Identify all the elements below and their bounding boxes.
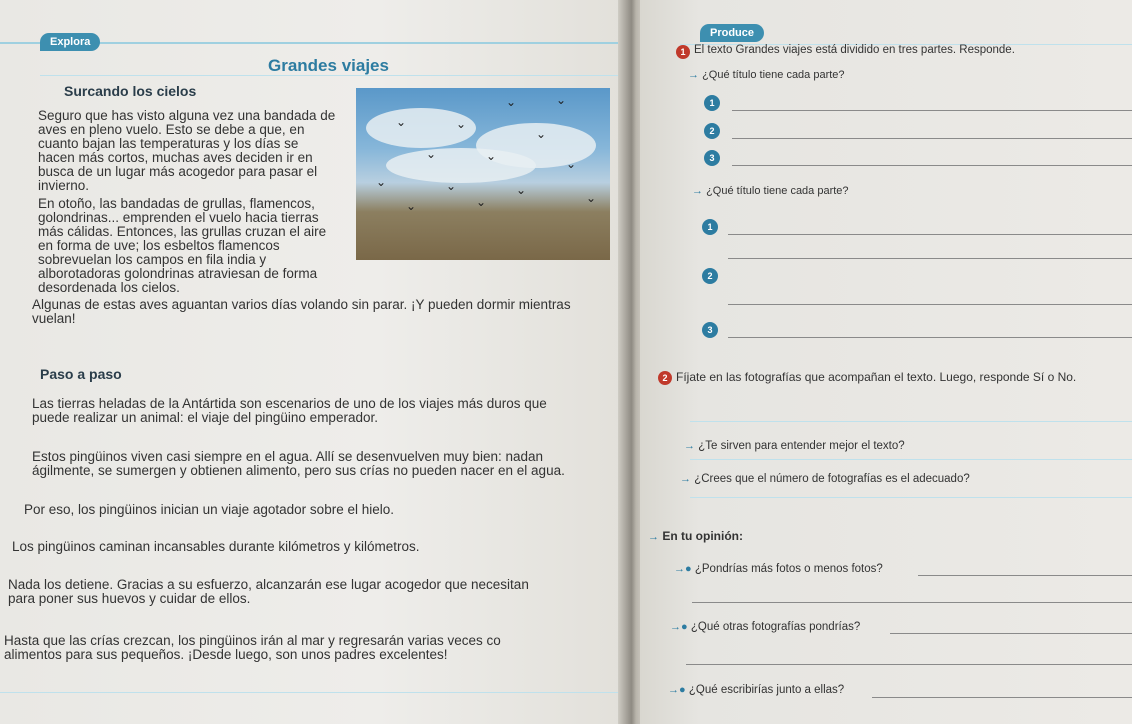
bullet-arrow-icon: →● (674, 563, 692, 575)
answer-line-2b[interactable] (728, 304, 1132, 305)
opinion-a-line-2[interactable] (692, 602, 1132, 603)
answer-line-1b-2[interactable] (728, 258, 1132, 259)
bullet-arrow-icon: →● (668, 684, 686, 696)
answer-line-1a[interactable] (732, 110, 1132, 111)
paragraph-5: Estos pingüinos viven casi siempre en el agua. Allí se desenvuelven muy bien: nadan ágilmente, se sumergen y obtienen alimento, pero sus crías no pueden nacer en el agua. (32, 449, 565, 478)
opinion-c-line[interactable] (872, 697, 1132, 698)
question-2-a-rule (690, 459, 1132, 460)
arrow-icon: → (684, 440, 695, 452)
paragraph-8: Nada los detiene. Gracias a su esfuerzo, alcanzarán ese lugar acogedor que necesitan para poner sus huevos y cuidar de ellos. (8, 577, 529, 606)
arrow-icon: → (688, 69, 699, 81)
answer-line-3b[interactable] (728, 337, 1132, 338)
title-rule (40, 75, 620, 76)
section-tab-explora: Explora (40, 33, 100, 51)
question-2-a: → ¿Te sirven para entender mejor el texto? (684, 440, 905, 452)
paragraph-4: Las tierras heladas de la Antártida son escenarios de uno de los viajes más duros que puede realizar un animal: el viaje del pingüino emperador. (32, 396, 547, 425)
arrow-icon: → (648, 531, 659, 543)
question-2-rule (690, 421, 1132, 422)
opinion-b-line-2[interactable] (686, 664, 1132, 665)
arrow-icon: → (680, 473, 691, 485)
bullet-arrow-icon: →● (670, 621, 688, 633)
page-title: Grandes viajes (268, 56, 389, 75)
bottom-rule (0, 692, 628, 693)
birds-photo: ⌄ ⌄ ⌄ ⌄ ⌄ ⌄ ⌄ ⌄ ⌄ ⌄ ⌄ ⌄ ⌄ ⌄ (356, 88, 610, 260)
paragraph-1: Seguro que has visto alguna vez una bandada de aves en pleno vuelo. Esto se debe a que, en cuanto bajan las temperaturas y los días se hacen más cortos, muchas aves deciden ir en busca de un lugar más acogedor para pasar el invierno. (38, 108, 336, 193)
question-1-number: 1 (676, 45, 690, 59)
answer-number-2b: 2 (702, 268, 718, 284)
right-page (640, 0, 1132, 724)
section-title-surcando: Surcando los cielos (64, 83, 197, 99)
opinion-b: →● ¿Qué otras fotografías pondrías? (670, 621, 861, 633)
paragraph-7: Los pingüinos caminan incansables durante kilómetros y kilómetros. (12, 539, 420, 554)
question-1-sub-b: → ¿Qué título tiene cada parte? (692, 185, 849, 197)
section-tab-produce: Produce (700, 24, 764, 42)
question-2-text: Fíjate en las fotografías que acompañan el texto. Luego, responde Sí o No. (676, 370, 1077, 384)
opinion-a: →● ¿Pondrías más fotos o menos fotos? (674, 563, 883, 575)
opinion-title: → En tu opinión: (648, 529, 743, 543)
question-1-sub-a: → ¿Qué título tiene cada parte? (688, 69, 845, 81)
paragraph-6: Por eso, los pingüinos inician un viaje agotador sobre el hielo. (24, 502, 394, 517)
answer-line-2a[interactable] (732, 138, 1132, 139)
opinion-c: →● ¿Qué escribirías junto a ellas? (668, 684, 845, 696)
arrow-icon: → (692, 185, 703, 197)
question-1-text: El texto Grandes viajes está dividido en tres partes. Responde. (694, 44, 1015, 56)
paragraph-9: Hasta que las crías crezcan, los pingüinos irán al mar y regresarán varias veces co alimentos para sus pequeños. ¡Desde luego, son unos padres excelentes! (4, 633, 501, 662)
question-2-b: → ¿Crees que el número de fotografías es el adecuado? (680, 473, 970, 485)
answer-number-1a: 1 (704, 95, 720, 111)
opinion-a-line[interactable] (918, 575, 1132, 576)
question-2-number: 2 (658, 371, 672, 385)
opinion-b-line[interactable] (890, 633, 1132, 634)
answer-number-3b: 3 (702, 322, 718, 338)
section-title-paso: Paso a paso (40, 366, 122, 382)
question-2-b-rule (690, 497, 1132, 498)
answer-number-2a: 2 (704, 123, 720, 139)
answer-number-1b: 1 (702, 219, 718, 235)
answer-number-3a: 3 (704, 150, 720, 166)
paragraph-3: Algunas de estas aves aguantan varios días volando sin parar. ¡Y pueden dormir mientras vuelan! (32, 297, 571, 326)
paragraph-2: En otoño, las bandadas de grullas, flamencos, golondrinas... emprenden el vuelo hacia tierras más cálidas. Entonces, las grullas cruzan el aire en forma de uve; los esbeltos flamencos sobrevuelan los campos en fila india y alborotadoras golondrinas atraviesan de forma desordenada los cielos. (38, 196, 327, 295)
answer-line-1b[interactable] (728, 234, 1132, 235)
answer-line-3a[interactable] (732, 165, 1132, 166)
